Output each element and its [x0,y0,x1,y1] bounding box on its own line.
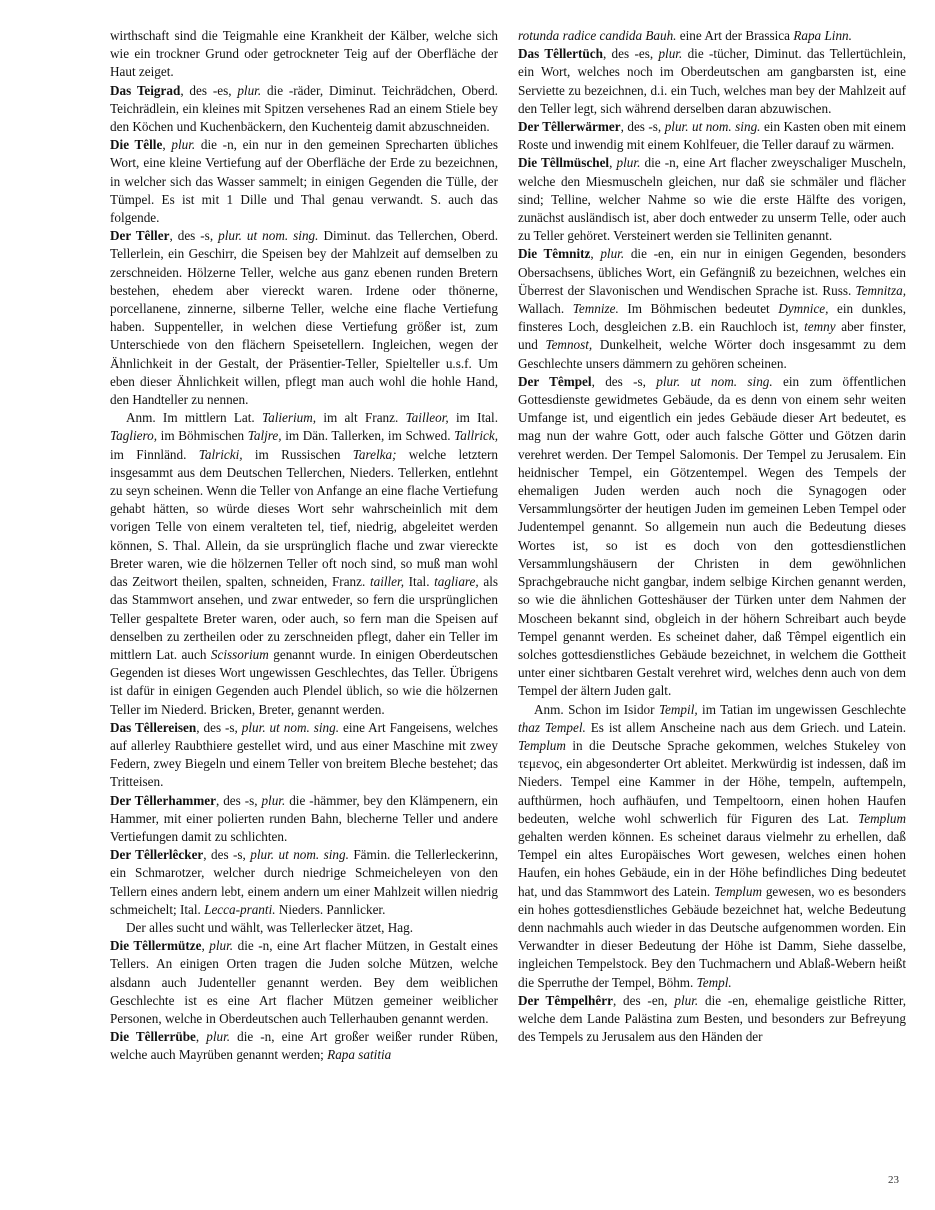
entry-text: welche letztern insgesammt aus dem Deutschen Tellerchen, Nieders. Tellerken, entlehnt zu seyn scheinen. Wenn die Teller von Anfange an eine flache Vertiefung gehabt hätten, so würde dieses Wort sehr wahrscheinlich mit dem vorigen Telle von einem veralteten tel, tief, niedrig, abgeleitet werden können, S. Thal. Allein, da sie ursprünglich flache und zwar viereckte Breter waren, wie die hölzernen Teller oft noch sind, so muß man wohl das Zeitwort theilen, spalten, schneiden, Franz. [110,446,498,590]
italic-text: Talricki, [198,446,243,462]
entry-text: die -n, eine Art flacher Mützen, in Gestalt eines Tellers. An einigen Orten tragen die Juden solche Mützen, welche alsdann auch Judenteller genannt werden. Bey dem weiblichen Geschlechte ist es eine Art flacher Mützen gemeiner weiblicher Personen, welche in Oberdeutschen auch Tellerhauben genannt werden. [110,938,499,1026]
italic-text: plur. [616,155,641,171]
entry-text: die -en, ein nur in einigen Gegenden, besonders Obersachsens, übliches Wort, ein Gefängniß zu bezeichnen, welches ein Überrest der Slavonischen und Wendischen Sprache ist. Russ. [518,246,906,298]
entry-text: , [162,137,172,153]
entry-text: im Dän. Tallerken, im Schwed. [281,428,455,444]
italic-text: plur. [658,46,683,62]
italic-text: Templum [518,737,566,753]
entry-text: die -n, eine Art großer weißer runder Rüben, welche auch Mayrüben genannt werden; [110,1029,499,1063]
entry-text: , des -s, [196,719,242,735]
italic-text: Lecca-pranti. [204,901,276,917]
italic-text: tailler, [369,574,405,590]
entry-text: ein zum öffentlichen Gottesdienste gewidmetes Gebäude, da es denn von einem sehr weiten Umfange ist, und eigentlich ein jedes Gebäude dieser Art bedeutet, es mag nun der wahre Gott, oder auch falsche Götter und Götzen darin verehret werden. Der Tempel Salomonis. Der Tempel zu Jerusalem. Ein heidnischer Tempel, ein Götzentempel. Wegen des Tempels der ehemaligen Juden werden auch noch die Synagogen oder Versammlungsörter der heutigen Juden im gemeinen Leben Tempel oder Judentempel genannt. So allgemein nun auch die Bedeutung dieses Wortes ist, so ist es doch von den gottesdienstlichen Versammlungshäusern der Christen in dem gewöhnlichen Sprachgebrauche nicht gangbar, indem selbige Kirchen genannt werden, so wie die ähnlichen Gotteshäuser der Türken unter dem Nahmen der Moscheen bekannt sind, obgleich in der höhern Schreibart auch beyde Tempel genannt werden. Es scheinet daher, daß Têmpel eigentlich ein solches gottesdienstliches Gebäude bezeichnet, in welchem die Gottheit unter einer sichtbaren Gestalt verehret wird, welches denn auch von dem Tempel der ältern Juden galt. [518,373,906,699]
entry-text: gewesen, wo es besonders ein hohes gottesdienstliches Gebäude bezeichnet hat, welche Bedeutung denn nachmahls auch wieder in das Deutsche aufgenommen worden. Ein Verwandter in dieser Bedeutung der Höhe ist Damm, Siehe dasselbe, ingleichen Tempelstock. Bey den Tuchmachern und Ablaß-Webern heißt die Sperruthe der Tempel, Böhm. [518,883,906,990]
italic-text: plur. ut nom. sing. [218,228,319,244]
dictionary-entry [110,136,498,227]
italic-text: tagliare, [434,574,479,590]
entry-text: , des -s, [620,119,665,135]
italic-text: Templ. [696,974,732,990]
entry-text: , des -s, [215,792,262,808]
italic-text: plur. ut nom. sing. [250,847,349,863]
italic-text: Templum [714,883,762,899]
italic-text: Tarelka; [352,446,397,462]
italic-text: Scissorium [210,646,269,662]
italic-text: Dymnice, [778,301,829,317]
left-column [110,27,498,1065]
entry-text: im Tatian im ungewissen Geschlechte [697,701,906,717]
dictionary-entry [110,27,498,82]
headword: Der Têmpel [518,373,592,389]
italic-text: Tagliero, [110,428,158,444]
italic-text: Rapa Linn. [793,28,852,43]
entry-text: , [201,938,210,954]
entry-text: im Ital. [448,410,498,426]
entry-text: Diminut. das Tellerchen, Oberd. Tellerlein, ein Geschirr, die Speisen bey der Mahlzeit auf demselben zu zerschneiden. Hölzerne Teller, welche aus ganz ebenen runden Bretern bestehen, ehedem aber viereckt waren. Irdene oder thönerne, porcellanene, zinnerne, silberne Teller, welche eine flache Vertiefung haben. Suppenteller, in welchen diese Vertiefung größer ist, zum Unterschiede von den flächern Speisetellern. Ingleichen, wegen der Ähnlichkeit in der Gestalt, der Präsentier-Teller, Spielteller u.s.f. Um eben dieser Ähnlichkeit willen, pflegt man auch wohl die hohle Hand, den Handteller zu nennen. [110,228,499,408]
entry-text: die -räder, Diminut. Teichrädchen, Oberd. Teichrädlein, ein kleines mit Spitzen versehenes Rad an einem Stiele bey den Köchen und Kuchenbäckern, den Kuchenteig damit abzuschneiden. [110,82,498,135]
italic-text: Temnitza, [855,282,906,298]
italic-text: plur. ut nom. sing. [656,373,773,389]
italic-text: plur. [237,82,262,98]
italic-text: temny [804,319,836,335]
headword: Die Têlle [110,137,163,153]
italic-text: Tailleor, [405,410,449,426]
entry-text: im Finnländ. [110,446,199,462]
italic-text: Talierium, [261,410,317,426]
italic-text: plur. [261,792,286,808]
entry-text: , des -s, [591,373,657,389]
entry-text: , [195,1029,207,1045]
italic-text: Templum [858,810,906,826]
italic-text: plur. ut nom. sing. [241,719,340,735]
italic-text: Temnost, [545,337,593,353]
italic-text: Taljre, [247,428,282,444]
dictionary-entry [518,27,906,45]
italic-text: plur. [209,938,234,954]
entry-text: die -en, ehemalige geistliche Ritter, welche dem Lande Palästina zum Besten, und besonders zur Befreyung des Tempels zu Jerusalem aus den Händen der [518,992,906,1045]
dictionary-entry [518,45,906,118]
headword: Das Têllereisen [110,719,197,735]
dictionary-entry [518,992,906,1047]
dictionary-entry [110,846,498,919]
headword: Der Têller [110,228,170,244]
italic-text: plur. [171,137,196,153]
entry-text: eine Art Fangeisens, welches auf allerley Raubthiere gestellet wird, und aus einer Maschine mit zwey Federn, zwey Biegeln und einem Teller von breitem Bleche bestehet; das Tritteisen. [110,719,498,790]
dictionary-entry [110,937,498,1028]
entry-text: die -tücher, Diminut. das Tellertüchlein, ein Wort, welches noch im Oberdeutschen am gangbarsten ist, eine Serviette zu bezeichnen, d.i. ein Tuch, welches man bey der Mahlzeit auf den Teller legt, sich während derselben daran abzuwischen. [518,46,906,116]
italic-text: rotunda radice candida Bauh. [518,28,677,43]
entry-text: Anm. Im mittlern Lat. [126,410,262,426]
italic-text: plur. ut nom. sing. [664,119,761,135]
page-number: 23 [888,1174,899,1186]
entry-text: im alt Franz. [316,410,406,426]
headword: Die Têmnitz [518,246,591,262]
entry-text: die -n, ein nur in den gemeinen Sprecharten übliches Wort, eine kleine Vertiefung auf der Oberfläche der Erde zu bezeichnen, in welcher sich das Wasser sammelt; in einigen Gegenden die Tülle, der Tümpel. Es ist mit 1 Dille und Thal genau verwandt. S. auch das folgende. [110,137,499,226]
entry-text: Dunkelheit, welche Wörter doch insgesammt zu dem Geschlechte unsers dämmern zu gehören scheinen. [518,337,907,371]
dictionary-entry [518,118,906,154]
entry-text: Der alles sucht und wählt, was Tellerlecker ätzet, Hag. [126,919,414,935]
headword: Das Teigrad [110,82,181,98]
italic-text: plur. [206,1029,231,1045]
entry-text: die -n, eine Art flacher zweyschaliger Muscheln, welche den Miesmuscheln gleichen, nur daß sie schmäler und flächer sind; Telline, welcher Nahme so wie die erste Hälfte des vorigen, zunächst ausländisch ist, aber doch entweder zu unserm Telle, oder auch zu Teller gehöret. Versteinert werden sie Telliniten genannt. [518,155,906,244]
italic-text: plur. [674,992,699,1008]
entry-text: in die Deutsche Sprache gekommen, welches Stukeley von τεμενος, ein abgesonderter Ort ableitet. Merkwürdig ist indessen, daß im Nieders. Tempel eine Kammer in der Höhe, tempeln, auftempeln, aufthürmen, hoch aufhäufen, und Tempeltoorn, einen hohen Haufen bedeuten, welche wohl schwerlich für Figuren des Lat. [518,737,906,826]
entry-text: , des -es, [180,82,238,98]
italic-text: Rapa satitia [327,1047,392,1063]
entry-text: als das Stammwort ansehen, und zwar entweder, so fern die ursprünglichen Teller gespaltete Breter waren, oder auch, so fern man die Speisen auf denselben zu zertheilen oder zu zerschneiden pflegt, daher ein Teller im mittlern Lat. auch [110,574,498,662]
entry-text: eine Art der Brassica [676,28,794,43]
entry-text: Fämin. die Tellerleckerinn, ein Schmarotzer, welcher durch niedrige Schmeicheleyen von den Tellern eines andern lebt, einem andern um einer Mahlzeit willen niedrig schmeichelt; Ital. [110,847,498,917]
dictionary-entry [518,154,906,245]
right-column [518,27,906,1046]
italic-text: Tempil, [658,701,698,717]
entry-text: , [590,246,601,262]
dictionary-entry [518,245,906,372]
dictionary-entry [518,373,906,701]
italic-text: Temnize. [572,301,619,317]
dictionary-entry [110,792,498,847]
dictionary-entry [110,919,498,937]
headword: Die Têllerrübe [110,1029,196,1045]
italic-text: thaz Tempel. [518,719,586,735]
entry-text: im Russischen [242,446,353,462]
headword: Die Têllermütze [110,938,202,954]
entry-text: aber finster, und [518,319,907,353]
entry-text: , des -es, [602,46,659,62]
entry-text: wirthschaft sind die Teigmahle eine Krankheit der Kälber, welche sich wie ein trockner Grund oder getrockneter Teig auf der Oberfläche der Haut zeiget. [110,28,498,80]
headword: Der Têmpelhêrr [518,992,613,1008]
entry-text: Wallach. [518,301,573,317]
entry-text: ein dunkles, finsteres Loch, desgleichen z.B. ein Rauchloch ist, [518,301,907,335]
entry-text: , [609,155,617,171]
dictionary-entry [110,227,498,409]
italic-text: Tallrick, [454,428,498,444]
entry-text: Anm. Schon im Isidor [534,701,659,717]
entry-text: Nieders. Pannlicker. [275,901,386,917]
headword: Der Têllerlêcker [110,847,204,863]
entry-text: ein Kasten oben mit einem Roste und inwendig mit einem Kohlfeuer, die Teller darauf zu wärmen. [518,119,906,153]
dictionary-entry [110,719,498,792]
entry-text: die -hämmer, bey den Klämpenern, ein Hammer, mit einer polierten runden Bahn, blecherne Teller und andere Vertiefungen damit zu schlichten. [110,792,498,844]
headword: Der Têllerwärmer [518,119,621,135]
italic-text: plur. [600,246,625,262]
headword: Der Têllerhammer [110,792,216,808]
entry-text: gehalten werden können. Es scheinet daraus vielmehr zu erhellen, daß Tempel ein altes Europäisches Wort gewesen, welches einen hohen Haufen, ein hohes Gebäude, ein in der Höhe befindliches Ding bedeutet hat, und das Stammwort des Latein. [518,828,906,899]
entry-text: , des -en, [612,992,675,1008]
headword: Die Têllmüschel [518,155,610,171]
entry-text: Im Böhmischen bedeutet [618,301,779,317]
entry-text: , des -s, [169,228,219,244]
dictionary-entry [110,1028,498,1064]
headword: Das Têllertüch [518,46,603,62]
entry-text: , des -s, [203,847,251,863]
entry-text: Es ist allem Anscheine nach aus dem Griech. und Latein. [585,719,906,735]
dictionary-entry [518,701,906,992]
dictionary-entry [110,82,498,137]
dictionary-entry [110,409,498,718]
entry-text: genannt wurde. In einigen Oberdeutschen Gegenden ist dieses Wort ungewissen Geschlechtes, das Teller. Übrigens ist dafür in einigen Gegenden auch Plendel üblich, so wie die hölzernen Teller im Niederd. Bricken, Breter, genannt werden. [110,646,498,717]
entry-text: Ital. [404,574,435,590]
entry-text: im Böhmischen [157,428,248,444]
